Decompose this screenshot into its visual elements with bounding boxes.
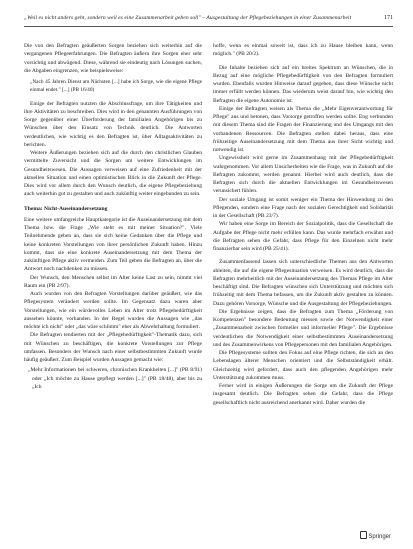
- right-column: [213, 42, 393, 407]
- paragraph: Der Wunsch, den Menschen selbst im Alter keine Last zu sein, nimmt viel Raum ein (PB 2/97).: [24, 274, 202, 289]
- paragraph: Wir haben eine Sorge im Bereich der Sozialpolitik, dass die Gesellschaft die Aufgabe der Pflege nicht mehr erfüllen kann. Das wurde mehrfach erwähnt und die Befragten sehen die Gefahr, dass Pflege für den Einzelnen nicht mehr finanzierbar sein wird (PB 25/41).: [213, 221, 393, 252]
- paragraph: Ferner wird in einigen Äußerungen die Sorge um die Zukunft der Pflege insgesamt deutlich. Die Befragten sehen die Gefahr, dass die Pflege gesellschaftlich nicht ausreichend anerkannt wird. Daher wurden die: [213, 383, 393, 406]
- paragraph: Die Pflegesysteme sollten den Fokus auf eine Pflege richten, die sich an den Lebenslagen älterer Menschen orientiert und die Selbstständigkeit erhält. Gleichzeitig wird gefordert, dass auch den pflegenden Angehörigen mehr Unterstützung zukommen muss.: [213, 350, 393, 381]
- page-number: 171: [384, 15, 393, 21]
- publisher-name: Springer: [368, 534, 391, 540]
- paragraph: hoffe, wenn es einmal soweit ist, dass ich zu Hause bleiben kann, wenn möglich." (PB 20/2).: [213, 43, 393, 58]
- paragraph: Einige der Befragten weisen als Thema die „Mehr Eigenverantwortung für Pflege" aus und betonen, dass Vorsorge getroffen werden sollte. Eng verbunden mit diesem Thema sind die Fragen der Finanzierung und des Umgangs mit den vorhandenen Ressourcen. Die Befragten stellen dabei heraus, dass eine frühzeitige Auseinandersetzung mit dem Thema aus ihrer Sicht wichtig und notwendig ist.: [213, 105, 393, 153]
- paragraph: Zusammenfassend lassen sich unterschiedliche Themen aus den Antworten ableiten, die auf die eigene Pflegesituation verweisen. Es wird deutlich, dass die Befragten mehrheitlich mit der Auseinandersetzung des Themas Pflege im Alter beschäftigt sind. Die Befragten wünschen sich Unterstützung und möchten sich frühzeitig mit dem Thema befassen, um die Zukunft aktiv gestalten zu können. Dazu gehören Vorsorge, Wünsche und die Ausgestaltung der Pflegebeziehungen.: [213, 259, 393, 307]
- running-title: „Weil es nicht anders geht, sondern weil es eine Zusammenarbeit geben soll" – Ausgestaltung der Pflegebeziehungen in einer Zusammenarbeit: [24, 15, 352, 21]
- paragraph: Die Inhalte beziehen sich auf ein breites Spektrum an Wünschen, die in Bezug auf eine mögliche Pflegebedürftigkeit von den Befragten formuliert wurden. Ebenfalls wurden Hinweise darauf gegeben, dass diese Wünsche nicht immer erfüllt werden können. Das wiederum weist darauf hin, wie wichtig den Befragten die eigene Autonomie ist.: [213, 64, 393, 104]
- paragraph: Ungewissheit wird gerne im Zusammenhang mit der Pflegebedürftigkeit wahrgenommen. Vor allem Unsicherheiten wie die Frage, was in Zukunft auf die Befragten zukommt, werden genannt. Hierbei wird auch deutlich, dass die Befragten sich durch die aktuellen Entwicklungen im Gesundheitswesen verunsichert fühlen.: [213, 155, 393, 195]
- left-column: [24, 42, 202, 393]
- section-heading: Thema: Nicht-Auseinandersetzung: [24, 205, 108, 212]
- publisher-logo: [360, 531, 391, 540]
- quote-list-item: „Mehr Informationen bei schweren, chronischen Krankheiten [...]" (PB 8/91) oder „Ich möchte zu Hause gepflegt werden [...]" (PB 18/48), aber bis zu „Ich: [28, 367, 202, 390]
- paragraph: Der soziale Umgang ist somit weniger ein Thema der Hinwendung zu den Pflegenden, sondern eine Frage nach der sozialen Gerechtigkeit und Solidarität in der Gesellschaft (PB 23/7).: [213, 196, 393, 219]
- paragraph: Weitere Äußerungen beziehen sich auf die durch den christlichen Glauben vermittelte Zuversicht und die Sorgen um weitere Entwicklungen im Gesundheitswesen. Die Aussagen verweisen auf eine Zufriedenheit mit der aktuellen Situation und einen optimistischen Blick in die Zukunft der Pflege. Dies wird vor allem durch den Wunsch deutlich, die eigene Pflegebeziehung auch weiterhin gut zu gestalten und auch zukünftig weiter eingebunden zu sein.: [24, 150, 202, 198]
- paragraph: Die von den Befragten geäußerten Sorgen beziehen sich weiterhin auf die vergangenen Pflegeerfahrungen. Die Befragten äußern ihre Sorgen eher sehr vorsichtig und abwägend. Diese, während sie eindeutig nach Lösungen suchen, die Abgaben eingrenzen, wie beispielsweise:: [24, 43, 202, 74]
- paragraph: Eine weitere umfangreiche Hauptkategorie ist die Auseinandersetzung mit dem Thema bzw. die Frage „Wie steht es mit meiner Situation?". Viele Teilnehmende geben an, dass sie sich keine Gedanken über die Pflege und keine konkreten Vorstellungen von ihrer persönlichen Zukunft haben. Hinzu kommt, dass sie eine konkrete Auseinandersetzung mit dem Thema der zukünftigen Pflege aktiv vermeiden. Zum Teil geben die Befragten an, über die Antwort noch nachdenken zu müssen.: [24, 216, 202, 273]
- paragraph: Die Befragten tendierten mit der „Pflegebedürftigkeit"-Thematik dazu, sich mit Wünschen zu beschäftigen, die konkrete Vorstellungen zur Pflege umfassen. Besonders der Wunsch nach einer selbstbestimmten Zukunft wurde häufig geäußert. Zum Beispiel wurden Aussagen gemacht wie:: [24, 332, 202, 363]
- block-quote: „Nach 45 Jahren Dienst am Nächsten [...] habe ich Sorge, wie die eigene Pflege einmal endet." [...] (PB 16/40): [30, 79, 202, 94]
- springer-horse-icon: [360, 531, 367, 539]
- running-header: [24, 14, 393, 27]
- paragraph: Auch wurden von den Befragten Vorstellungen darüber geäußert, wie das Pflegesystem verändert werden sollte. Im Gegensatz dazu waren aber Vorstellungen, wie ein würdevolles Leben im Alter trotz Pflegebedürftigkeit aussehen könnte, vorhanden. In der Regel wurden die Aussagen wie „das möchte ich nicht" oder „das wäre schlimm" eher als Abwehrhaltung formuliert.: [24, 291, 202, 330]
- paragraph: Einige der Befragten nutzten die Abschlussfrage, um ihre Tätigkeiten und ihre Aktivitäten zu beschreiben. Dies wird in den genannten Ausführungen von Sorge gegenüber einer Überforderung der familialen Angehörigen bis zu Wünschen über den Einsatz von Technik deutlich. Die Antworten verdeutlichen, wie wichtig es den Befragten ist, über Alltagsaktivitäten zu berichten.: [24, 100, 202, 148]
- paragraph: Die Ergebnisse zeigen, dass die Befragten zum Thema „Förderung von Kompetenzen" besondere Bedeutung messen sowie der Notwendigkeit einer „Zusammenarbeit zwischen formeller und informeller Pflege". Die Ergebnisse verdeutlichen die Notwendigkeit einer selbstbestimmten Auseinandersetzung und des Zusammenwirkens von Pflegepersonen mit den familialen Angehörigen.: [213, 308, 393, 348]
